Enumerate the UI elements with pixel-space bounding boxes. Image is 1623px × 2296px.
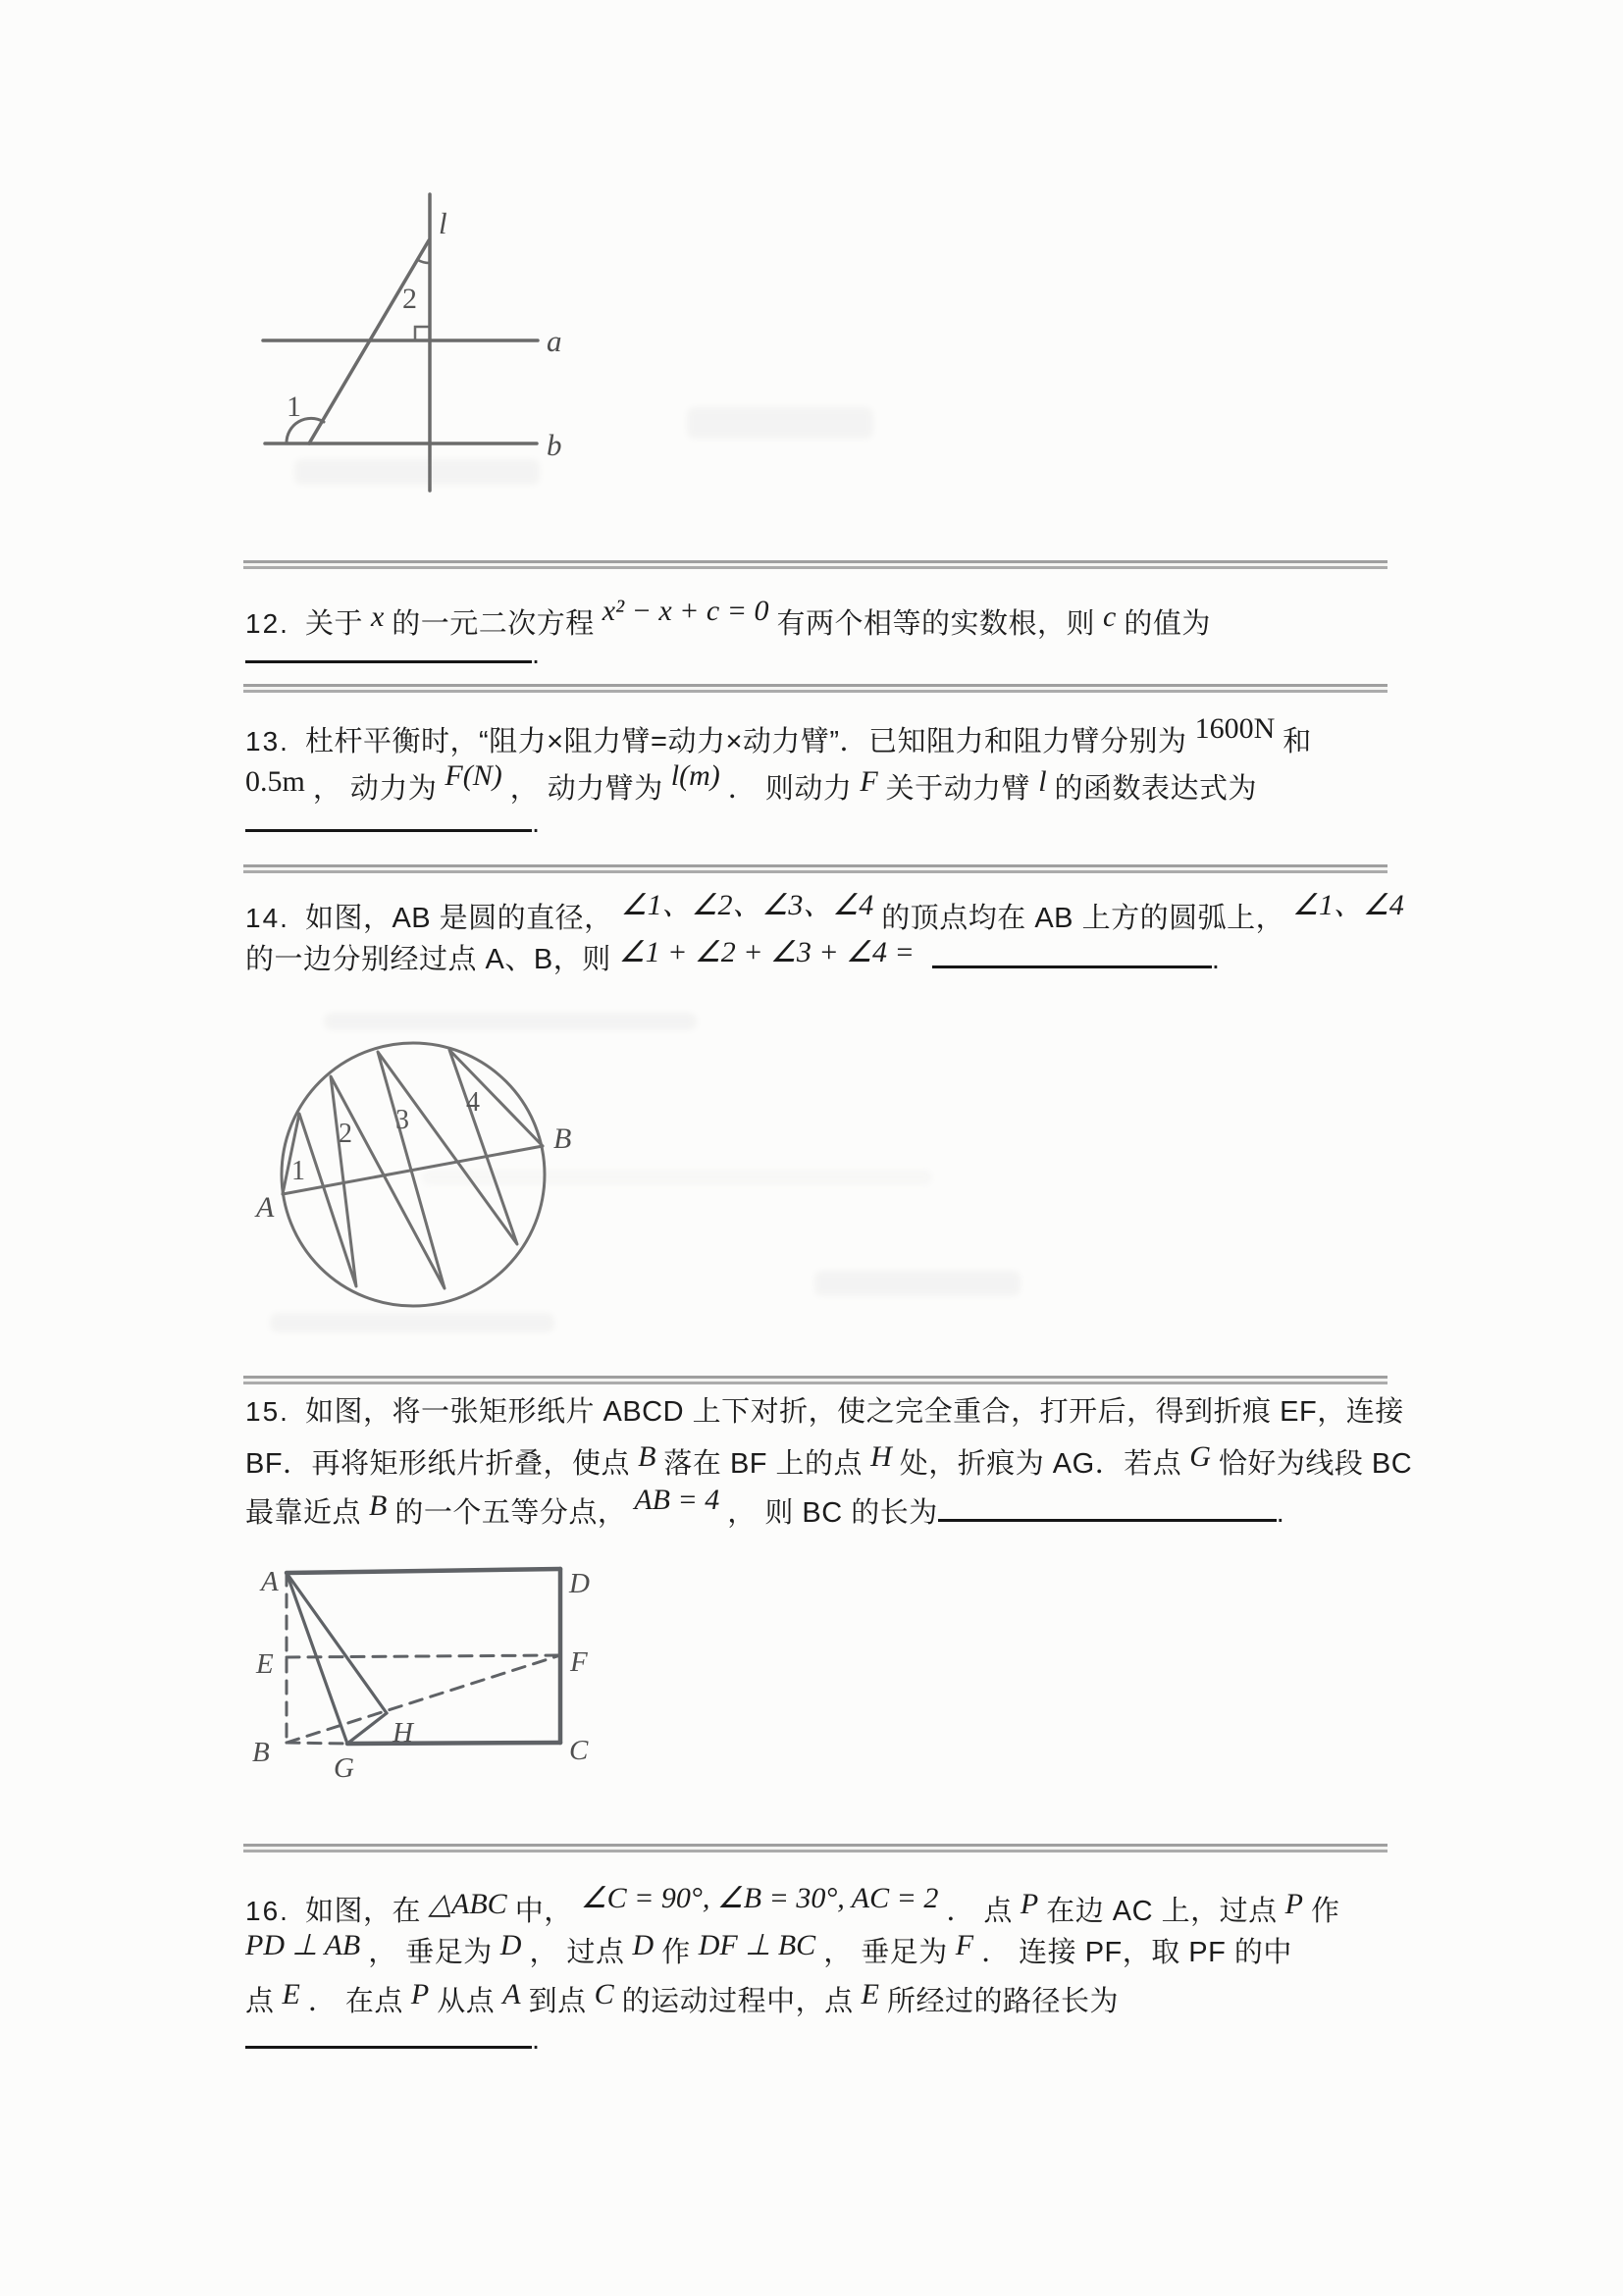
section-divider [243,684,1387,693]
math-run: DF ⊥ BC [698,1929,816,1961]
text-run: . [1276,1497,1285,1529]
math-run: △ABC [428,1888,507,1920]
label-angle-1: 1 [291,1156,305,1186]
crease-ef-dashed [287,1655,560,1657]
question-number: 13. [245,726,289,757]
text-run: . [532,808,541,839]
text-run: ， 则 BC 的长为 [727,1497,938,1529]
math-run: B [638,1440,656,1473]
math-run: x² − x + c = 0 [602,595,769,627]
label-angle-4: 4 [466,1087,480,1118]
text-run: 点 [245,1986,275,2017]
q12-answer-line [245,634,541,675]
text-run: 落在 BF 上的点 [663,1448,864,1480]
scan-artifact [687,407,873,439]
q13-line-2 [245,756,1257,809]
text-run: 的一个五等分点， [394,1497,627,1529]
math-run: E [861,1978,879,2010]
text-run: ， 动力臂为 [509,773,663,805]
question-number: 15. [245,1396,289,1427]
label-point-D: D [569,1568,590,1599]
answer-blank [245,637,532,663]
label-angle-2: 2 [339,1119,352,1149]
label-angle-3: 3 [395,1105,409,1135]
math-run: PD ⊥ AB [245,1929,361,1961]
answer-blank [938,1495,1277,1522]
question-number: 16. [245,1896,289,1926]
text-run: . [532,639,541,670]
edge-ad [287,1569,560,1573]
text-run: 如图，在 [304,1896,421,1927]
text-run: 所经过的路径长为 [886,1986,1119,2017]
label-point-B: B [252,1737,270,1768]
angle-2-arc [418,260,430,263]
text-run: 的函数表达式为 [1054,773,1258,805]
answer-blank [932,942,1212,968]
math-run: AB = 4 [634,1484,720,1516]
section-divider [243,560,1387,569]
math-run: G [1189,1440,1211,1473]
q14-line-2 [245,932,1220,980]
math-run: D [632,1929,654,1961]
math-run: F [860,765,878,798]
q13-line-1 [245,708,1312,762]
text-run: 关于 [304,608,363,640]
text-run: ， 垂足为 [823,1937,948,1968]
math-run: ∠C = 90°, ∠B = 30°, AC = 2 [580,1882,939,1914]
text-run: 有两个相等的实数根，则 [776,608,1095,640]
text-run: 如图，将一张矩形纸片 ABCD 上下对折，使之完全重合，打开后，得到折痕 EF，连接 [304,1396,1404,1428]
text-run: ． 在点 [307,1986,403,2017]
text-run: ， 动力为 [312,773,438,805]
math-run: F(N) [445,759,502,792]
q15-line-3 [245,1480,1284,1534]
q15-line-2 [245,1436,1412,1485]
math-run: P [1020,1888,1039,1920]
math-run: C [594,1978,614,2010]
math-run: l [1038,765,1047,798]
segment-gh [347,1713,387,1744]
edge-bg-dashed [287,1743,347,1744]
scan-artifact [814,1271,1021,1296]
math-run: B [369,1489,388,1522]
math-run: ∠1、∠4 [1292,889,1404,921]
text-run: ， 垂足为 [368,1937,493,1968]
label-point-B: B [553,1122,572,1155]
text-run: 的运动过程中，点 [621,1986,854,2017]
text-run: 中， [514,1896,573,1927]
label-point-F: F [570,1646,588,1678]
text-run: BF．再将矩形纸片折叠，使点 [245,1448,631,1480]
text-run: ． 连接 PF，取 PF 的中 [981,1937,1292,1968]
scan-artifact [324,1013,697,1030]
label-line-a: a [547,324,562,358]
segment-ah [287,1573,387,1713]
question-number: 12. [245,608,289,639]
label-point-E: E [256,1648,274,1680]
q15-line-1 [245,1391,1404,1433]
math-run: P [1284,1888,1303,1920]
text-run: 从点 [437,1986,496,2017]
math-run: ∠1、∠2、∠3、∠4 [620,889,874,921]
label-angle-1: 1 [287,391,301,423]
label-point-H: H [393,1717,413,1748]
scan-artifact [294,459,540,485]
math-run: D [499,1929,522,1961]
label-angle-2: 2 [402,283,417,315]
figure-rectangle-fold [251,1555,604,1786]
question-number: 14. [245,903,289,933]
text-run: 恰好为线段 BC [1218,1448,1413,1480]
text-run: 处，折痕为 AG．若点 [899,1448,1182,1480]
q13-answer-line [245,803,541,844]
figure-parallel-lines [226,126,618,510]
text-run: ． 则动力 [727,773,853,805]
label-point-A: A [261,1566,279,1597]
section-divider [243,1844,1387,1852]
text-run: 关于动力臂 [885,773,1031,805]
text-run: 在边 AC 上，过点 [1046,1896,1278,1927]
text-run: 如图，AB 是圆的直径， [304,903,613,934]
section-divider [243,864,1387,873]
text-run: 的一边分别经过点 A、B，则 [245,944,611,975]
segment-bf-dashed [287,1655,560,1743]
math-run: x [370,600,385,633]
text-run: 作 [1310,1896,1340,1927]
text-run: 和 [1283,726,1312,757]
section-divider [243,1376,1387,1384]
q16-line-3 [245,1974,1119,2022]
text-run: 杜杆平衡时，“阻力×阻力臂=动力×动力臂”．已知阻力和阻力臂分别为 [304,726,1187,757]
math-run: A [502,1978,521,2010]
math-run: E [282,1978,300,2010]
math-run: 1600N [1194,712,1276,745]
math-run: F [955,1929,974,1961]
label-point-G: G [334,1752,354,1784]
scan-artifact [422,1170,932,1185]
text-run: . [1211,944,1221,975]
right-angle-mark [415,327,430,340]
label-point-A: A [256,1191,275,1224]
math-run: P [410,1978,430,2010]
q16-answer-line [245,2019,541,2061]
label-line-l: l [439,206,447,240]
q16-line-1 [245,1878,1340,1932]
label-point-C: C [569,1735,589,1766]
math-run: 0.5m [245,765,305,798]
text-run: ， 过点 [529,1937,625,1968]
label-line-b: b [547,428,562,462]
text-run: 作 [661,1937,691,1968]
q14-line-1 [245,885,1412,939]
math-run: c [1103,600,1117,633]
math-run: ∠1 + ∠2 + ∠3 + ∠4 = [618,936,915,968]
text-run: 的一元二次方程 [392,608,595,640]
text-run: 到点 [528,1986,587,2017]
math-run: l(m) [670,759,720,792]
text-run: 的值为 [1124,608,1211,640]
scan-artifact [270,1313,554,1332]
text-run: 的顶点均在 AB 上方的圆弧上， [881,903,1285,934]
text-run: 最靠近点 [245,1497,362,1529]
edge-gc [347,1743,560,1744]
answer-blank [245,806,532,832]
text-run: . [532,2024,541,2056]
math-run: H [870,1440,892,1473]
q16-line-2 [245,1925,1292,1973]
answer-blank [245,2022,532,2049]
text-run: ． 点 [946,1896,1013,1927]
